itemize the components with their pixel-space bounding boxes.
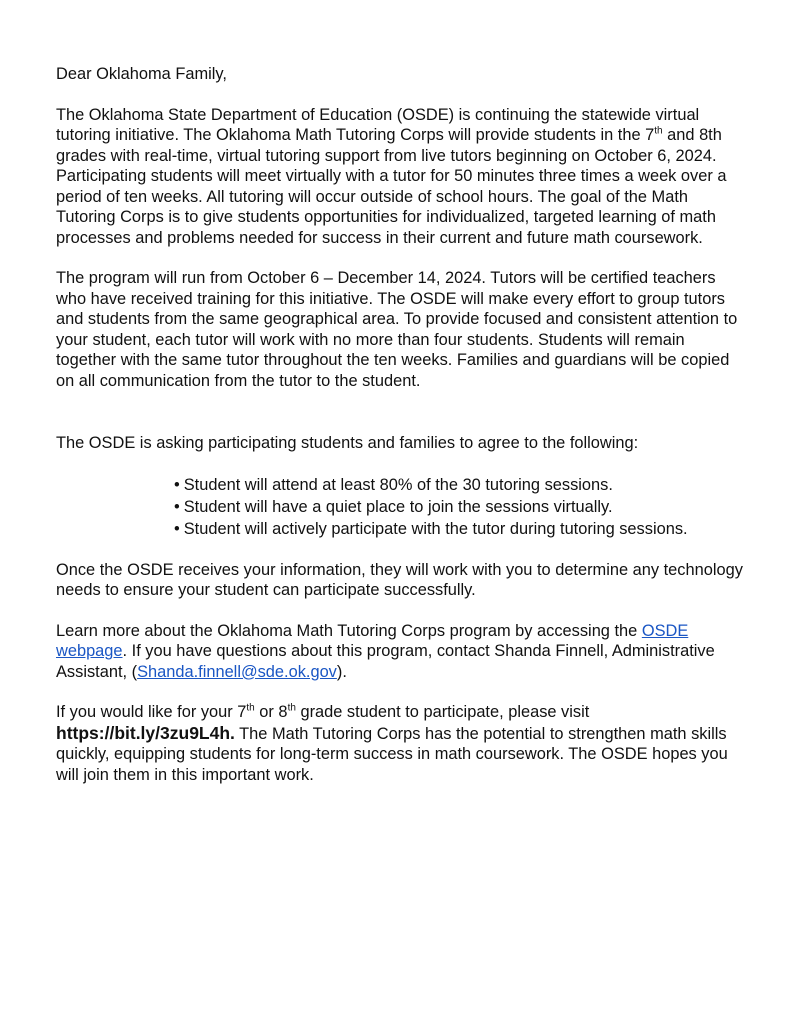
contact-text: . If you have questions about this program, contact Shanda Finnell, Administrative Assistant, (	[56, 642, 715, 681]
closing-paragraph	[56, 702, 746, 785]
learn-more-paragraph	[56, 621, 746, 683]
closing-text-1: If you would like for your 7	[56, 703, 247, 721]
learn-more-text: Learn more about the Oklahoma Math Tutoring Corps program by accessing the	[56, 621, 642, 640]
closing-text-2: or 8	[254, 703, 288, 721]
program-paragraph: The program will run from October 6 – December 14, 2024. Tutors will be certified teachers who have received training for this initiative. The OSDE will make every effort to group tutors and students from the same geographical area. To provide focused and consistent attention to your student, each tutor will work with no more than four students. Students will remain together with the same tutor throughout the ten weeks. Families and guardians will be copied on all communication from the tutor to the student.	[56, 269, 738, 390]
signup-url[interactable]: https://bit.ly/3zu9L4h.	[56, 722, 235, 743]
email-link[interactable]: Shanda.finnell@sde.ok.gov	[137, 662, 337, 681]
letter-page	[56, 64, 746, 785]
greeting: Dear Oklahoma Family,	[56, 65, 227, 83]
requirement-item: • Student will actively participate with the tutor during tutoring sessions.	[174, 518, 746, 540]
contact-text-end: ).	[336, 662, 347, 681]
intro-text-start: The Oklahoma State Department of Education (OSDE) is continuing the statewide virtual tutoring initiative. The Oklahoma Math Tutoring Corps will provide students in the 7	[56, 105, 700, 144]
agreement-intro: The OSDE is asking participating students and families to agree to the following:	[56, 434, 639, 452]
requirements-list	[56, 474, 746, 540]
closing-text-3: grade student to participate, please visit	[295, 703, 590, 721]
intro-paragraph	[56, 105, 746, 249]
requirement-item: • Student will attend at least 80% of the 30 tutoring sessions.	[174, 474, 746, 496]
requirement-item: • Student will have a quiet place to join the sessions virtually.	[174, 496, 746, 518]
intro-text-end: and 8th grades with real-time, virtual tutoring support from live tutors beginning on October 6, 2024. Participating students will meet virtually with a tutor for 50 minutes three times a week over a period of ten weeks. All tutoring will occur outside of school hours. The goal of the Math Tutoring Corps is to give students opportunities for individualized, targeted learning of math processes and problems needed for success in their current and future math coursework.	[56, 126, 727, 247]
intro-superscript: th	[654, 125, 663, 137]
technology-paragraph: Once the OSDE receives your information, they will work with you to determine any technology needs to ensure your student can participate successfully.	[56, 560, 743, 599]
closing-superscript-1: th	[246, 702, 255, 714]
osde-webpage-link[interactable]: OSDE webpage	[56, 621, 689, 660]
closing-text-4: The Math Tutoring Corps has the potential to strengthen math skills quickly, equipping students for long-term success in math coursework. The OSDE hopes you will join them in this important work.	[56, 724, 728, 784]
closing-superscript-2: th	[287, 702, 296, 714]
